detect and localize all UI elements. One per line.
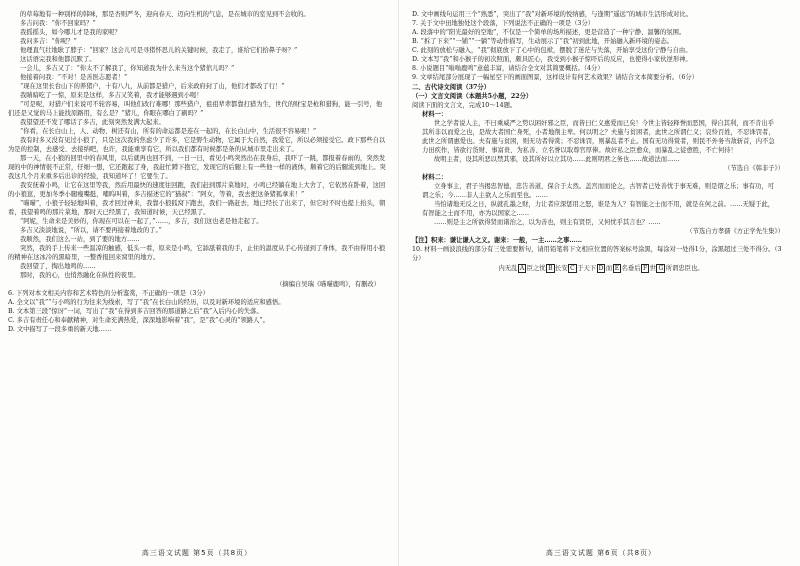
- story-paragraph: “喵喵”，小狼子轻轻地叫着，我才回过神来，我靠小狼狐窝下跑去，我们一路赶去，地已经长了出来了，但它时不时也提上抬头，朝看，我望着鸣的那片菜地，那时天已经黑了，我知道时候，天已经黑了。: [8, 200, 386, 216]
- box-line-text: 臣之忧: [526, 265, 546, 272]
- answer-box-line: [412, 264, 790, 273]
- story-paragraph: “阿妮，生命来是美妙的，你现在可以在一起了，”……，多吉，我们这也老是他走起了。: [20, 218, 263, 225]
- material-2-paragraph: 立身事主，君子当揭忠智德，忠告善道，保合于太然。盖宫而而论之，古智者已处善忧于事无难，则是谓之乐；事有功，可谓之乐；今……非人主欲人之乐而至也。……: [422, 183, 775, 199]
- box-line-text: 名垂后: [621, 265, 641, 272]
- story-paragraph: “可是呢，对猎户们来说可不轮容易，叫他们改行难哪！那些猎户，祖祖辈辈都靠打猎为生，世代的财宝是枪和猎狗，能一引号，他们还是又觉的马上能找原路用，有么是？“猪儿，你眼在哪白了刷吗？”: [8, 101, 383, 117]
- box-line-text: 于天下: [577, 265, 597, 272]
- story-paragraph: 的草莓地有一种别样的韩味，那是杏则严冬，迎向春天、迈向生机的气息，是在城市的室见到不会收的。: [20, 11, 310, 18]
- page-footer-right: 高三语文试题 第6页（共8页）: [545, 549, 657, 557]
- answer-box-b[interactable]: B: [548, 265, 553, 272]
- section-2a-intro: 阅读下面的文言文，完成10～14题。: [412, 102, 517, 109]
- story-paragraph: 那一天，在小狼的回里中的春风里，以后就再也回不到，一日一日，看见小鸣突然出在我身后，我吓了一跳，都报着春雨的，突然发现的中的神情很不正常，仔细一想，它还跑起了身，我赶忙蹲下抱它，发现它的后腿上有一些他一样的液体，顺着它的后腿流到地上。突我这几个月来重多后出诊的经验，我知道坏了！它要生了。: [8, 155, 386, 180]
- answer-boxes: [517, 265, 703, 272]
- material-2-text: [412, 182, 790, 227]
- story-paragraph: 他接着问我：“不对！是善医志愿者！”: [20, 74, 128, 81]
- material-1-paragraph: 世之学者说人主，不曰乘威严之势以困奸邪之臣，而皆曰仁义惠爱而已矣！今世主皆轻释誉而恶国，得自其利，而不肯出乎其所非以而爱之也，是故大者国亡身死，小者地削主卑。何以明之？夫施与贫困者，此世之所谓仁义；哀怜百姓，不忍诛罚者，此世之所谓惠爱也。夫有施与贫困，则无功者得赏；不忍诛罚，则暴乱者不止。国有无功得赏者，则民不外务当敌斩首，内不急力田疾作，皆欲行货财、事富贵、为私善、立名誉以取尊官厚俸。故奸私之臣愈众，而暴乱之徒愈胜，不亡何待！: [422, 120, 775, 154]
- page-footer-left: 高三语文试题 第5页（共8页）: [141, 549, 253, 557]
- question-7-options: [412, 28, 790, 64]
- question-6-option: C. 多吉有责任心和奉献精神，对生命充满热爱，深深地影响着“我”，是“我”心灵的“领路人”。: [8, 317, 269, 324]
- material-2-source: （节选自方孝孺《方正学先生集》）: [686, 228, 784, 235]
- question-9: 9. 文章结尾部分展现了一幅星空下的画面图景，这样设计有何艺术效果？请结合文本简要分析。（6分）: [412, 74, 698, 81]
- question-7-option: A. 段落中的“阳光最好的空地”，不仅是一个简单的场所描述，更是营造了一种宁静、温馨的氛围。: [412, 29, 686, 36]
- answer-box-d[interactable]: D: [598, 265, 604, 272]
- story-paragraph: 那时，我的心，也悄然融化在纵性的夜里。: [20, 272, 140, 279]
- answer-box-a[interactable]: A: [519, 265, 525, 272]
- story-paragraph: 多吉问我：“你不回家吗？”: [20, 20, 96, 27]
- box-line-text: 世: [649, 265, 656, 272]
- question-7-option: B. “拆了下来”“一铺”“一躺”等动作描写，生动展示了“我”初到此地，开始融入新环境的姿态。: [412, 38, 674, 45]
- story-paragraph: 我安抚着小鸣，让它在这里等我，然后用最快的速度往回跑，我们赶到那片菜地时，小鸣已经躺在地上大舍了，它依然在卧着，这回的小狼崽，更加冬季小腿瘦嘴挺，哺呜叫着，多吉描述它的“猫叔”：“阿女，等着，我去把这条猪狐拿来！”: [8, 182, 386, 198]
- annotation-note: 【注】积来：谦让谦人之义。谢来：一般，一主……之事……: [412, 237, 583, 244]
- material-2-paragraph: ……则是主之所欲得贤而诸治之，以为善也，则主有贤臣，又何忧乎其言也？……: [434, 219, 661, 226]
- question-6-option: A. 全文以“我”“与小鸣的行为往来为线索，写了“我”在长白山的经历，以及对新环境的适应和感悟。: [8, 299, 285, 306]
- story-paragraph: 我望望还不发了哪话了多吉，此刻突然发满大起来。: [20, 119, 165, 126]
- story-paragraph: “你看，在长白山上，人、动物、树还有山，所有的命运都是连在一起的，在长白山中，生活很不容易呢！”: [20, 128, 317, 135]
- story-paragraph: 他理直气壮地耿了脖子：“回家？这会儿可是寻猪怀思儿的关键时候，我走了，谁给它们拾鼻子呀？”: [20, 47, 298, 54]
- material-1-paragraph: 故明主者，设其所恶以禁其邪，设其所好以立其功……此则明君之务也……故道法而……: [434, 156, 680, 163]
- section-2a-title: （一）文言文阅读（本题共5小题，22分）: [412, 93, 533, 100]
- material-1-source: （节选自《韩非子》）: [724, 165, 784, 172]
- answer-box-e[interactable]: E: [614, 265, 620, 272]
- question-6-stem: 6. 下列对本文相关内容和艺术特色的分析鉴赏，不正确的一项是（3分）: [8, 290, 209, 297]
- answer-box-g[interactable]: G: [658, 265, 664, 272]
- box-line-text: 所谓忠臣也。: [665, 265, 704, 272]
- story-paragraph: 我有时多又没有见过小狼了，只是这次我的焦虑少了许多，它是野生动物，它属于大自然，我爱它，所以必须接受它。政下那些自以为是的控制，去感受、去接纳吧，也许，我能重享有它，所以我们都有时候都是条的从城市里走出来了。: [8, 137, 386, 153]
- question-7-option: D. 文本写“我”和小猴子的初次照面，颇具匠心，我受到小猴子惊吓后的反应，也使得小家伙逆形神。: [412, 56, 692, 63]
- story-paragraph: 多吉又淡淡地说，“所以，请不要再接着地改的了。”: [20, 227, 162, 234]
- box-line-prefix: 内无乱: [498, 265, 518, 272]
- story-paragraph: 我问多吉：“你呢？”: [20, 38, 77, 45]
- box-line-text: 而: [605, 265, 613, 272]
- question-6-options: [8, 298, 386, 334]
- material-1-text: [412, 119, 790, 164]
- question-8: 8. 小说题目“嗡嗡鹿鸣”意蕴丰富，请结合全文对其简要概括。（4分）: [412, 65, 604, 72]
- story-text: [8, 10, 386, 280]
- material-1-title: 材料一：: [422, 111, 448, 118]
- story-paragraph: 突然，我的手上传来一些温凉的触感，低头一看，原来是小鸣，它舔舐着我的手，止住的温度从手心传递到了身体，我不由得用小狼的精神在这冰冷的黑暗里，一整香报回来窝里的地方。: [8, 245, 386, 261]
- question-6-option-d: D. 文中画线句运用三个“熟悉”，突出了“我”对新环境的悦纳感，与逢期“遥远”的城市生活形成对比。: [412, 11, 693, 18]
- story-paragraph: “现在这里长台山下的养猪户，十有八九，从前都是猎户，后来政府封了山，他们才都改了行！”: [20, 83, 285, 90]
- question-7-option: C. 此刻的放松与融入，“我”彻底放下了心中的包袱，摆脱了迷茫与失落，开始享受这份宁静与自由。: [412, 47, 692, 54]
- story-paragraph: 一会儿，多吉又了：“你太不了解我了，你知道我为什么来当这个猪倌儿吗？”: [20, 65, 235, 72]
- material-2-paragraph: 当怕诸地无反之日，纵就孔墨之财，力让者应深惩用之怒，谁是为人？有智能之士而不用，就是在何之前。……无疑于此，有智能之士而不用，亦为以国家之……: [422, 201, 775, 217]
- answer-box-c[interactable]: C: [570, 265, 575, 272]
- box-line-text: 长安: [555, 265, 568, 272]
- story-source: （摘编自吴瑞《喵喵鹿鸣》，有删改）: [276, 281, 380, 288]
- section-2-title: 二、古代诗文阅读（37分）: [412, 84, 491, 91]
- story-paragraph: 我摇摇头，如今哪儿才是我的家呢？: [20, 29, 121, 36]
- page-gutter: [398, 0, 399, 566]
- answer-box-f[interactable]: F: [642, 265, 648, 272]
- story-paragraph: 我睛暗吃了一惊，原来是这样，多吉又笑着，我才能够遇到小喝！: [20, 92, 203, 99]
- question-6-option: D. 文中描写了一段多重的新天地……: [8, 326, 112, 333]
- story-paragraph: 我顺然，我们这么一站，到了要的地方……: [20, 236, 140, 243]
- left-page: [8, 10, 386, 558]
- story-paragraph: 我回望了，掏出地鸣的……: [20, 263, 96, 270]
- question-6-option: B. 文本第三段“惊讶”一词，写出了“我”在得到多吉回答的那道路之后“我”入后内心的失落。: [8, 308, 263, 315]
- material-2-title: 材料二：: [422, 174, 448, 181]
- story-paragraph: 这话语完我和他都沉默了。: [20, 56, 96, 63]
- question-10: 10. 材料一画波浪线的部分有三处需要断句，请用铅笔将下文相应位置的答案标号涂黑，每涂对一处得1分，涂黑超过三处不得分。（3分）: [412, 246, 782, 262]
- right-page: [412, 10, 790, 558]
- question-7-stem: 7. 关于文中田地独处这个段落，下列说法不正确的一项是（3分）: [412, 20, 595, 27]
